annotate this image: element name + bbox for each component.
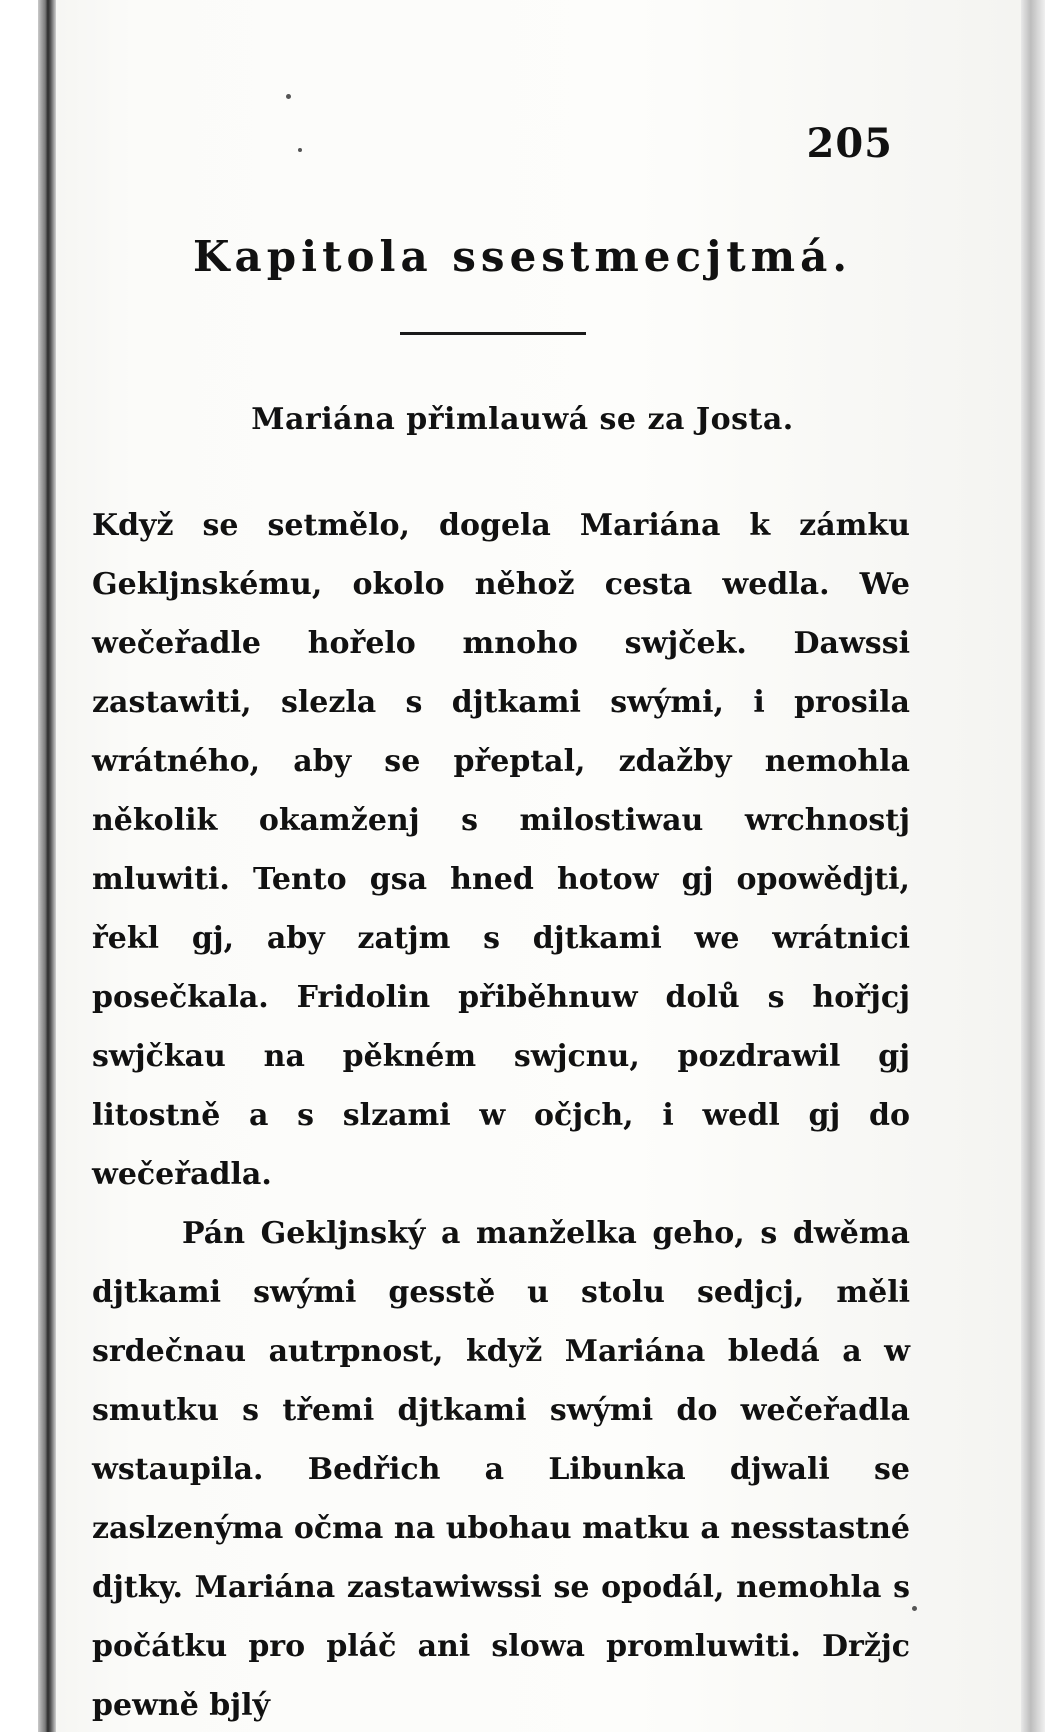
title-rule bbox=[400, 332, 586, 335]
chapter-subtitle: Mariána přimlauwá se za Josta. bbox=[251, 402, 794, 437]
body-text bbox=[92, 496, 910, 1735]
paper-speck bbox=[912, 1606, 917, 1611]
chapter-title: Kapitola ssestmecjtmá. bbox=[193, 232, 852, 281]
paper-speck bbox=[286, 94, 291, 99]
paper-speck bbox=[298, 148, 302, 152]
paragraph-1: Když se setmělo, dogela Mariána k zámku Gekljnskému, okolo něhož cesta wedla. We wečeřadle hořelo mnoho swjček. Dawssi zastawiti, slezla s djtkami swými, i prosila wrátného, aby se přeptal, zdažby nemohla několik okamženj s milostiwau wrchnostj mluwiti. Tento gsa hned hotow gj opowědjti, řekl gj, aby zatjm s djtkami we wrátnici posečkala. Fridolin přiběhnuw dolů s hořjcj swjčkau na pěkném swjcnu, pozdrawil gj litostně a s slzami w očjch, i wedl gj do wečeřadla. bbox=[92, 508, 910, 1192]
page-number: 205 bbox=[806, 120, 893, 167]
paragraph-2: Pán Gekljnský a manželka geho, s dwěma djtkami swými gesstě u stolu sedjcj, měli srdečnau autrpnost, když Mariána bledá a w smutku s třemi djtkami swými do wečeřadla wstaupila. Bedřich a Libunka djwali se zaslzenýma očma na ubohau matku a nesstastné djtky. Mariána zastawiwssi se opodál, nemohla s počátku pro pláč ani slowa promluwiti. Držjc pewně bjlý bbox=[92, 1216, 910, 1723]
